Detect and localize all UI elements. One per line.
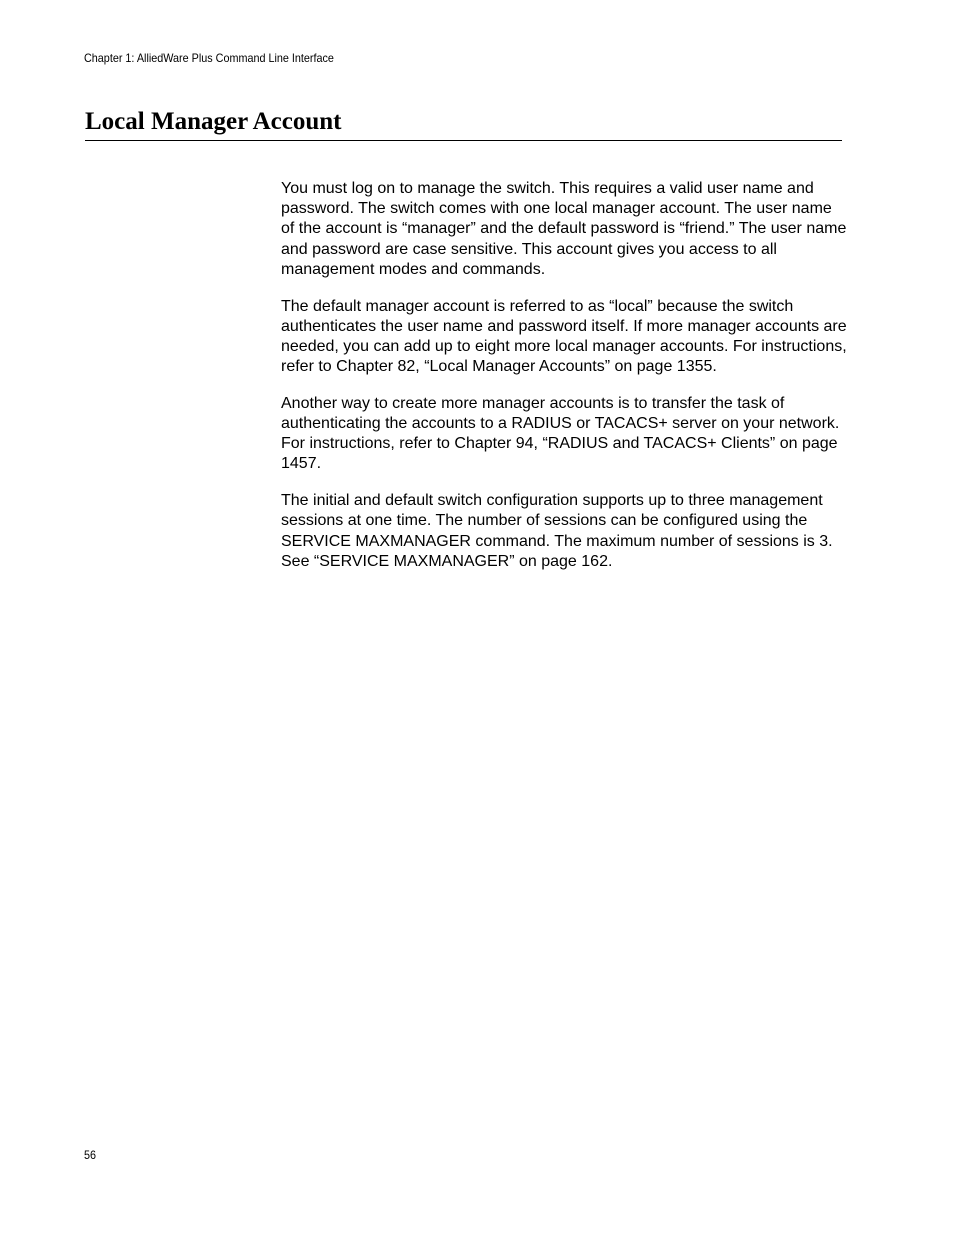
title-divider <box>85 140 842 141</box>
body-text <box>281 179 847 588</box>
paragraph-login-requirement: You must log on to manage the switch. This requires a valid user name and password. The switch comes with one local manager account. The user name of the account is “manager” and the default password is “friend.” The user name and password are case sensitive. This account gives you access to all management modes and commands. <box>281 180 847 278</box>
page-number: 56 <box>84 1148 97 1162</box>
paragraph-session-limit: The initial and default switch configuration supports up to three management sessions at one time. The number of sessions can be configured using the SERVICE MAXMANAGER command. The maximum number of sessions is 3. See “SERVICE MAXMANAGER” on page 162. <box>281 492 833 570</box>
paragraph-local-account: The default manager account is referred to as “local” because the switch authenticates the user name and password itself. If more manager accounts are needed, you can add up to eight more local manager accounts. For instructions, refer to Chapter 82, “Local Manager Accounts” on page 1355. <box>281 297 847 376</box>
running-header: Chapter 1: AlliedWare Plus Command Line Interface <box>84 51 334 65</box>
paragraph-radius-tacacs: Another way to create more manager accounts is to transfer the task of authenticating the accounts to a RADIUS or TACACS+ server on your network. For instructions, refer to Chapter 94, “RADIUS and TACACS+ Clients” on page 1457. <box>281 394 840 473</box>
section-title: Local Manager Account <box>85 108 342 135</box>
